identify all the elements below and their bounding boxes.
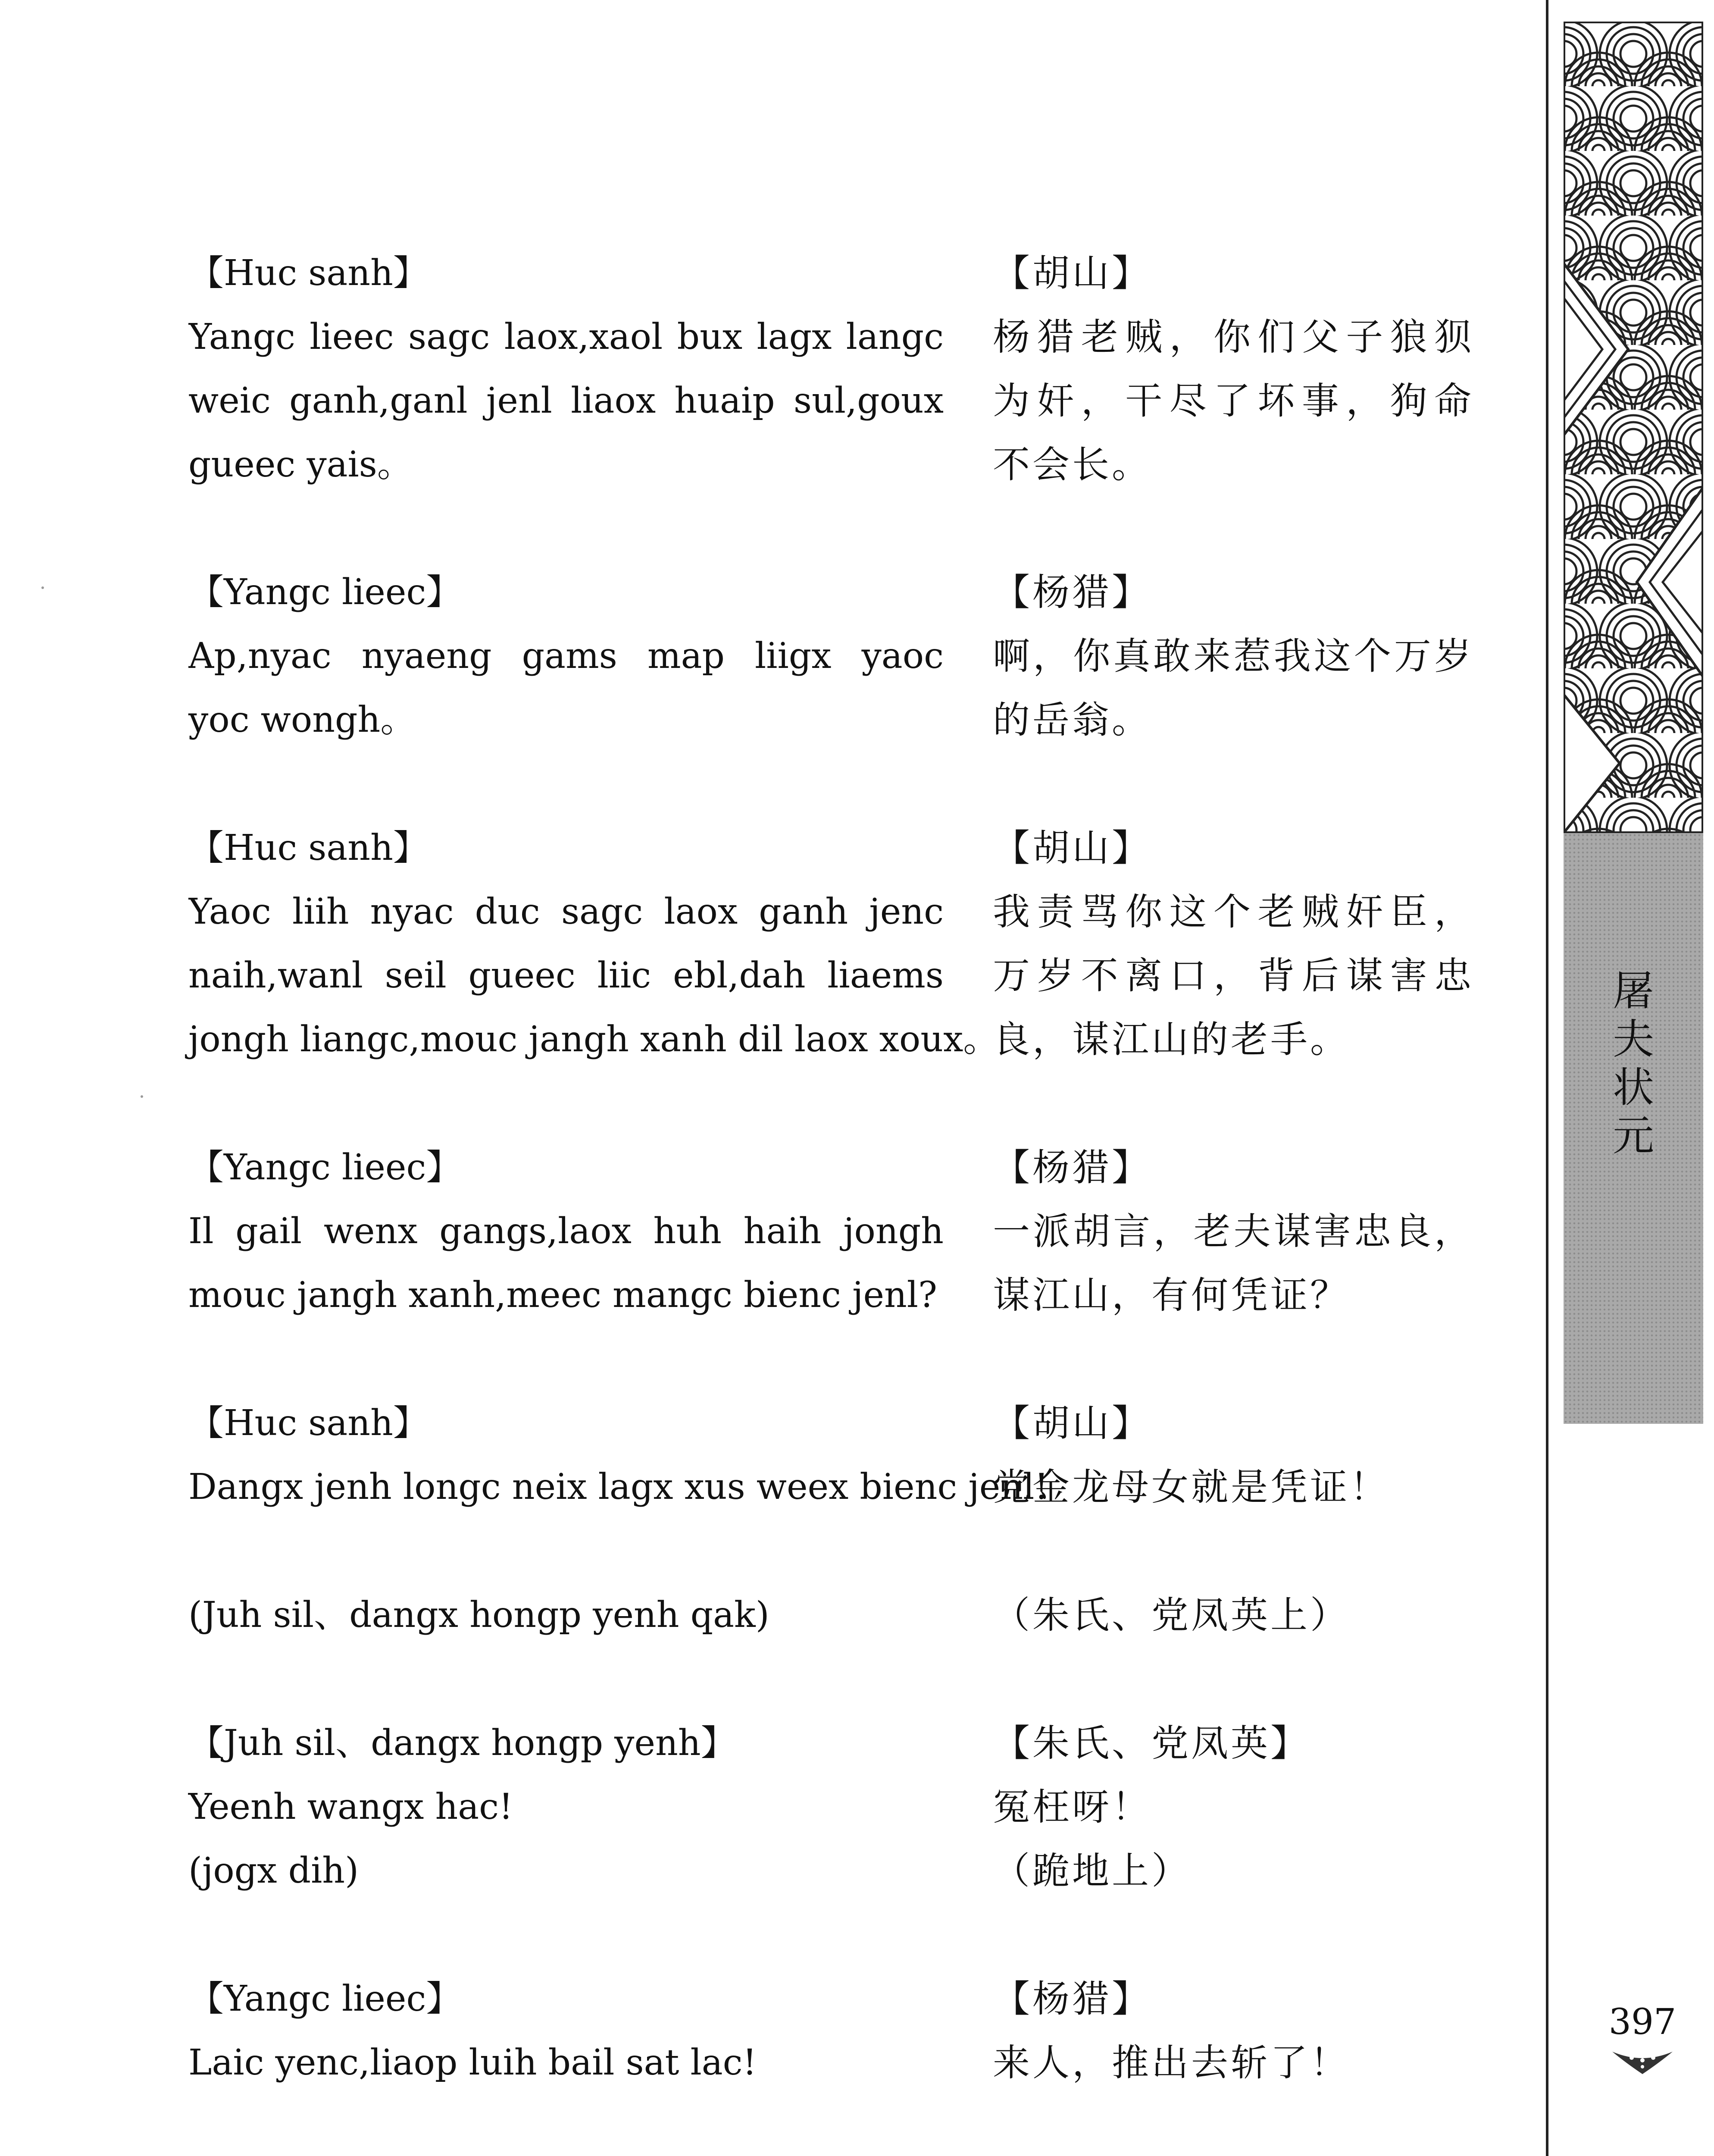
dialogue-line: 一派胡言，老夫谋害忠良， [993,1210,1471,1253]
dialogue-line: 冤枉呀！ [993,1786,1151,1829]
stage-direction-zh [993,1583,1471,1647]
dialogue-line: Yaoc liih nyac duc sagc laox ganh jenc [188,891,944,932]
dialogue-line: Il gail wenx gangs,laox huh haih jongh [188,1211,944,1252]
dialogue-line: （朱氏、党凤英上） [993,1594,1350,1637]
title-char: 夫 [1613,1015,1654,1063]
speaker-tag: 【Huc sanh】 [188,253,428,294]
dialogue-line: yoc wongh。 [188,699,416,740]
dialogue-block-7 [188,1711,944,1903]
dialogue-block-3-zh [993,816,1471,1072]
title-char: 屠 [1613,967,1654,1015]
dialogue-line: Dangx jenh longc neix lagx xus weex bienc jenl! [188,1467,1049,1507]
speaker-tag: 【杨猎】 [993,1146,1151,1189]
dialogue-block-2 [188,561,944,752]
title-char: 元 [1613,1112,1654,1160]
dialogue-line: 不会长。 [993,443,1151,486]
scan-speck [141,1095,143,1098]
speaker-tag: 【杨猎】 [993,1977,1151,2021]
page-number: 397 [1608,2002,1676,2043]
dialogue-line: 万岁不离口，背后谋害忠 [993,954,1471,997]
speaker-tag: 【Huc sanh】 [188,827,428,868]
margin-rule [1546,0,1548,2156]
dialogue-block-4-zh [993,1136,1471,1327]
dialogue-line: 为奸，干尽了坏事，狗命 [993,379,1471,423]
dialogue-block-3 [188,816,999,1072]
stage-direction [188,1583,944,1647]
speaker-tag: 【Yangc lieec】 [188,1147,462,1188]
dialogue-line: （跪地上） [993,1849,1191,1893]
dialogue-block-7-zh [993,1711,1471,1903]
speaker-tag: 【Huc sanh】 [188,1403,428,1444]
dialogue-line: mouc jangh xanh,meec mangc bienc jenl? [188,1275,937,1316]
page-ornament-icon [1595,2047,1690,2078]
speaker-tag: 【朱氏、党凤英】 [993,1722,1310,1765]
speaker-tag: 【胡山】 [993,1402,1151,1445]
speaker-tag: 【Yangc lieec】 [188,1978,462,2019]
dialogue-block-8 [188,1967,944,2095]
dialogue-block-1 [188,241,944,497]
title-char: 状 [1613,1063,1654,1112]
cloud-pattern-border [1564,22,1703,833]
dialogue-line: 党金龙母女就是凭证！ [993,1466,1389,1509]
dialogue-line: 的岳翁。 [993,699,1151,742]
speaker-tag: 【胡山】 [993,827,1151,870]
dialogue-block-5 [188,1391,1049,1519]
dialogue-block-4 [188,1136,944,1327]
dialogue-line: gueec yais。 [188,444,413,485]
dialogue-block-1-zh [993,241,1471,497]
dialogue-line: (Juh sil、dangx hongp yenh qak) [188,1595,769,1636]
scan-speck [41,586,44,589]
dialogue-line: Yeenh wangx hac! [188,1786,513,1827]
chapter-tab [1564,833,1703,1424]
dialogue-line: 来人，推出去斩了！ [993,2041,1350,2084]
dialogue-line: Laic yenc,liaop luih bail sat lac! [188,2042,757,2083]
dialogue-block-5-zh [993,1391,1471,1519]
dialogue-line: Ap,nyac nyaeng gams map liigx yaoc [188,636,944,677]
dialogue-line: naih,wanl seil gueec liic ebl,dah liaems [188,955,944,996]
dialogue-line: 良，谋江山的老手。 [993,1018,1350,1061]
speaker-tag: 【Juh sil、dangx hongp yenh】 [188,1723,736,1764]
dialogue-line: 我责骂你这个老贼奸臣， [993,890,1471,934]
dialogue-block-2-zh [993,561,1471,752]
speaker-tag: 【Yangc lieec】 [188,572,462,613]
dialogue-line: 杨猎老贼，你们父子狼狈 [993,316,1471,359]
speaker-tag: 【杨猎】 [993,571,1151,614]
dialogue-block-8-zh [993,1967,1471,2095]
dialogue-line: 啊，你真敢来惹我这个万岁 [993,635,1471,678]
chapter-title [1564,967,1703,1160]
dialogue-line: 谋江山，有何凭证？ [993,1274,1350,1317]
dialogue-line: weic ganh,ganl jenl liaox huaip sul,goux [188,380,944,421]
speaker-tag: 【胡山】 [993,252,1151,295]
dialogue-line: (jogx dih) [188,1850,359,1891]
dialogue-line: Yangc lieec sagc laox,xaol bux lagx langc [188,317,944,357]
dialogue-line: jongh liangc,mouc jangh xanh dil laox xoux。 [188,1019,999,1060]
